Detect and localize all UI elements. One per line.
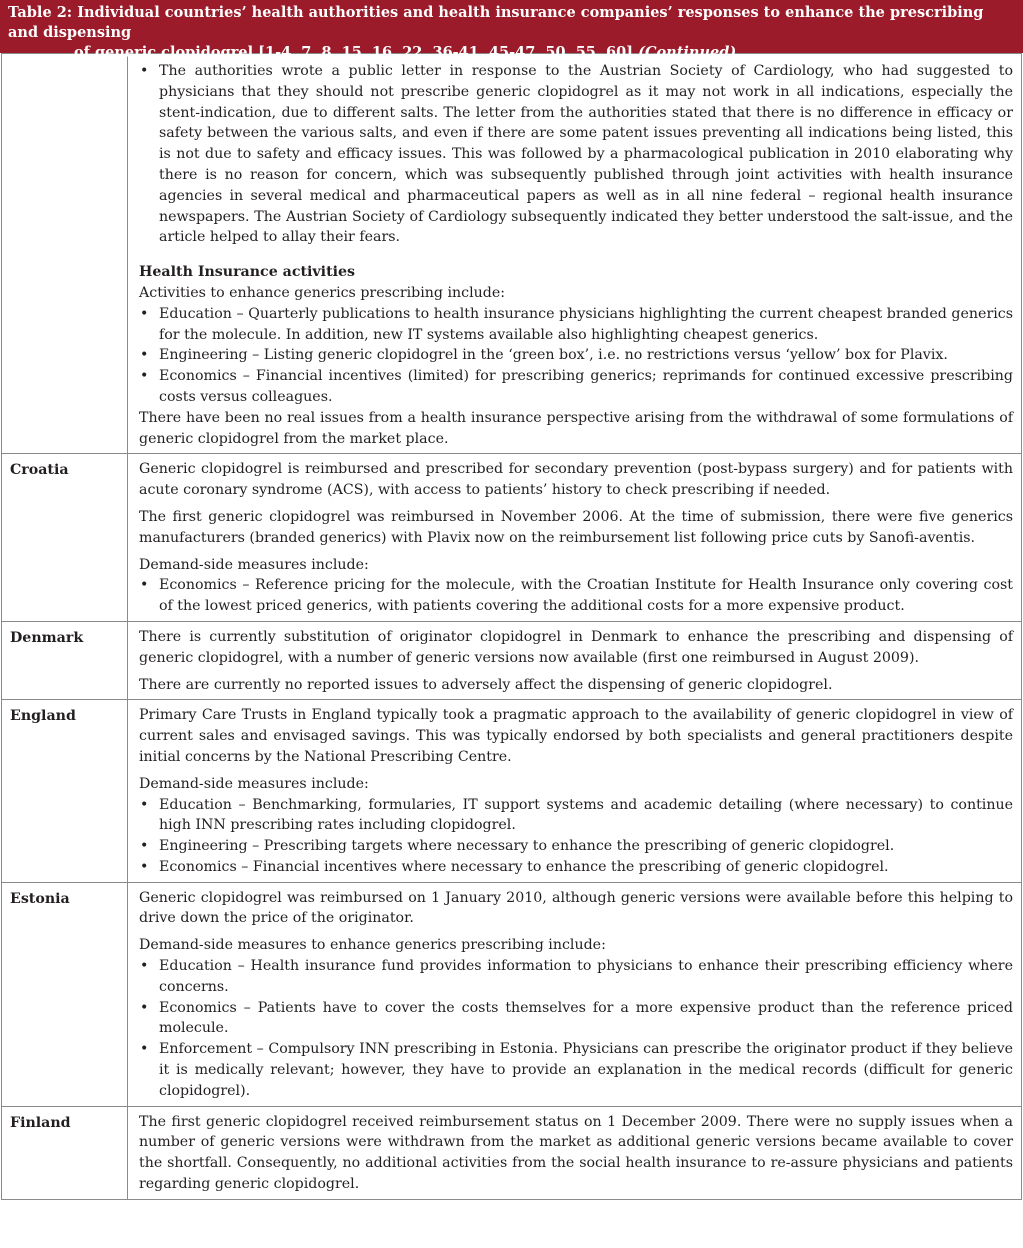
country-cell: Croatia bbox=[2, 454, 128, 622]
paragraph: Demand-side measures include: bbox=[139, 556, 369, 573]
list-item bbox=[139, 575, 1013, 617]
table-title bbox=[8, 3, 1015, 43]
paragraph: The first generic clopidogrel was reimbursed in November 2006. At the time of submission, there were five generics manufacturers (branded generics) with Plavix now on the reimbursement list following price cuts by Sanofi-aventis. bbox=[139, 508, 1013, 546]
table-title-line1: Table 2: Individual countries’ health authorities and health insurance companies’ responses to enhance the prescribing and dispensing bbox=[8, 4, 984, 41]
list-item bbox=[139, 857, 1013, 878]
paragraph: There have been no real issues from a health insurance perspective arising from the withdrawal of some formulations of generic clopidogrel from the market place. bbox=[139, 409, 1013, 447]
content-cell bbox=[128, 1106, 1022, 1199]
table-row-denmark bbox=[2, 621, 1022, 699]
bullet-list bbox=[139, 795, 1013, 878]
list-item-text: The authorities wrote a public letter in response to the Austrian Society of Cardiology, who had suggested to physicians that they should not prescribe generic clopidogrel as it may not work in all indications, especially the stent-indication, due to different salts. The letter from the authorities stated that there is no difference in efficacy or safety between the various salts, and even if there are some patent issues preventing all indications being listed, this is not due to safety and efficacy issues. This was followed by a pharmacological publication in 2010 elaborating why there is no reason for concern, which was subsequently published through joint activities with health insurance agencies in several medical and pharmaceutical papers as well as in all nine federal – regional health insurance newspapers. The Austrian Society of Cardiology subsequently indicated they better understood the salt-issue, and the article helped to allay their fears. bbox=[159, 63, 1013, 246]
list-item-text: Economics – Reference pricing for the molecule, with the Croatian Institute for Health Insurance only covering cost of the lowest priced generics, with patients covering the additional costs for a more expensive product. bbox=[159, 577, 1013, 615]
bullet-glyph: • bbox=[140, 958, 149, 975]
list-item-text: Education – Quarterly publications to health insurance physicians highlighting the current cheapest branded generics for the molecule. In addition, new IT systems available also highlighting cheapest generics. bbox=[159, 305, 1013, 343]
bullet-glyph: • bbox=[140, 577, 149, 594]
paragraph: The first generic clopidogrel received reimbursement status on 1 December 2009. There were no supply issues when a number of generic versions were withdrawn from the market as additional generic versions became available to cover the shortfall. Consequently, no additional activities from the social health insurance to re-assure physicians and patients regarding generic clopidogrel. bbox=[139, 1113, 1013, 1193]
bullet-glyph: • bbox=[140, 368, 149, 385]
country-cell: Denmark bbox=[2, 621, 128, 699]
list-item-text: Economics – Financial incentives (limited) for prescribing generics; reprimands for continued excessive prescribing costs versus colleagues. bbox=[159, 368, 1013, 405]
country-cell: England bbox=[2, 700, 128, 882]
bullet-glyph: • bbox=[140, 305, 149, 322]
list-item bbox=[139, 998, 1013, 1040]
list-item bbox=[139, 304, 1013, 346]
paragraph: Activities to enhance generics prescribing include: bbox=[139, 284, 506, 301]
bullet-list bbox=[139, 61, 1013, 248]
country-cell bbox=[2, 54, 128, 454]
table-title-line2: of generic clopidogrel [1-4, 7, 8, 15, 16, 22, 36-41, 45-47, 50, 55, 60] bbox=[74, 44, 634, 61]
table-row-estonia bbox=[2, 882, 1022, 1106]
bullet-list bbox=[139, 956, 1013, 1102]
table-row-austria bbox=[2, 54, 1022, 454]
list-item-text: Engineering – Prescribing targets where necessary to enhance the prescribing of generic clopidogrel. bbox=[159, 838, 895, 855]
list-item-text: Economics – Patients have to cover the costs themselves for a more expensive product than the reference priced molecule. bbox=[159, 999, 1013, 1037]
content-cell bbox=[128, 621, 1022, 699]
list-item-text: Engineering – Listing generic clopidogrel in the ‘green box’, i.e. no restrictions versus ‘yellow’ box for Plavix. bbox=[159, 347, 948, 364]
bullet-glyph: • bbox=[140, 347, 149, 364]
list-item bbox=[139, 956, 1013, 998]
bullet-glyph: • bbox=[140, 1041, 149, 1058]
country-cell: Estonia bbox=[2, 882, 128, 1106]
table-title-bar bbox=[0, 0, 1023, 61]
bullet-list bbox=[139, 575, 1013, 617]
paragraph: There are currently no reported issues to adversely affect the dispensing of generic clopidogrel. bbox=[139, 676, 833, 693]
list-item-text: Economics – Financial incentives where necessary to enhance the prescribing of generic clopidogrel. bbox=[159, 858, 889, 875]
content-cell bbox=[128, 454, 1022, 622]
bullet-glyph: • bbox=[140, 999, 149, 1016]
list-item bbox=[139, 1039, 1013, 1101]
content-cell bbox=[128, 54, 1022, 454]
paragraph: Primary Care Trusts in England typically took a pragmatic approach to the availability of generic clopidogrel in view of current sales and envisaged savings. This was typically endorsed by both specialists and general practitioners despite initial concerns by the National Prescribing Centre. bbox=[139, 707, 1013, 765]
list-item bbox=[139, 366, 1013, 408]
paragraph: Demand-side measures to enhance generics prescribing include: bbox=[139, 937, 606, 954]
paragraph: Demand-side measures include: bbox=[139, 775, 369, 792]
bullet-glyph: • bbox=[140, 796, 149, 813]
list-item bbox=[139, 345, 1013, 366]
table-row-finland bbox=[2, 1106, 1022, 1199]
bullet-glyph: • bbox=[140, 858, 149, 875]
list-item bbox=[139, 836, 1013, 857]
table-row-croatia bbox=[2, 454, 1022, 622]
content-cell bbox=[128, 882, 1022, 1106]
list-item bbox=[139, 61, 1013, 248]
bullet-glyph: • bbox=[140, 838, 149, 855]
table-row-england bbox=[2, 700, 1022, 882]
paragraph: Generic clopidogrel is reimbursed and prescribed for secondary prevention (post-bypass surgery) and for patients with acute coronary syndrome (ACS), with access to patients’ history to check prescribing if needed. bbox=[139, 461, 1013, 499]
paragraph: Generic clopidogrel was reimbursed on 1 January 2010, although generic versions were available before this helping to drive down the price of the originator. bbox=[139, 889, 1013, 927]
continued-label: (Continued) bbox=[638, 44, 737, 61]
section-subheading: Health Insurance activities bbox=[139, 264, 356, 281]
list-item-text: Enforcement – Compulsory INN prescribing in Estonia. Physicians can prescribe the originator product if they believe it is medically relevant; however, they have to provide an explanation in the medical records (difficult for generic clopidogrel). bbox=[159, 1041, 1013, 1099]
paragraph: There is currently substitution of originator clopidogrel in Denmark to enhance the prescribing and dispensing of generic clopidogrel, with a number of generic versions now available (first one reimbursed in August 2009). bbox=[139, 628, 1013, 666]
bullet-list bbox=[139, 304, 1013, 408]
country-cell: Finland bbox=[2, 1106, 128, 1199]
content-cell bbox=[128, 700, 1022, 882]
list-item-text: Education – Health insurance fund provides information to physicians to enhance their prescribing efficiency where concerns. bbox=[159, 958, 1013, 995]
list-item-text: Education – Benchmarking, formularies, IT support systems and academic detailing (where necessary) to continue high INN prescribing rates including clopidogrel. bbox=[159, 796, 1013, 834]
bullet-glyph: • bbox=[140, 63, 149, 79]
list-item bbox=[139, 795, 1013, 837]
countries-table bbox=[1, 53, 1022, 1200]
